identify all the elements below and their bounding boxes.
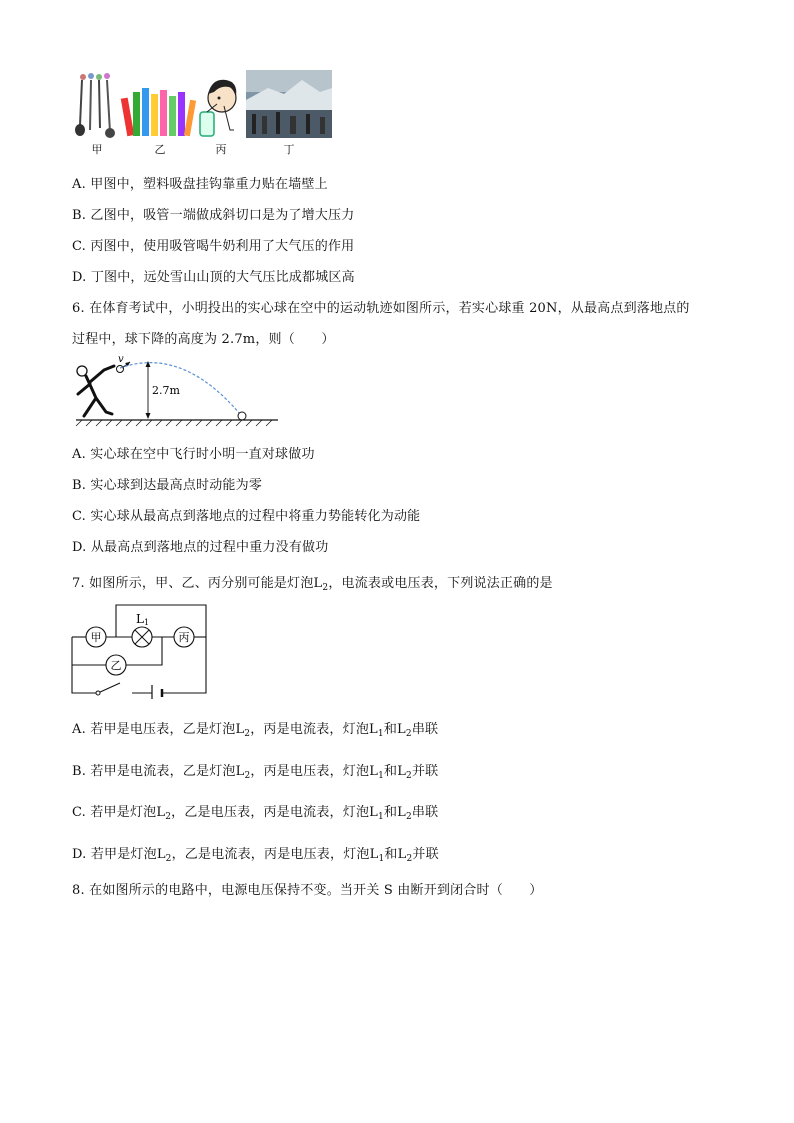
meter-bing-label: 丙	[178, 631, 190, 644]
q5-label-yi: 乙	[154, 143, 166, 156]
q6-option-a: A. 实心球在空中飞行时小明一直对球做功	[72, 447, 315, 462]
city-mountain-image	[246, 70, 332, 138]
q6-option-b: B. 实心球到达最高点时动能为零	[72, 478, 263, 493]
q7-circuit	[70, 603, 212, 699]
q7-option-d: D. 若甲是灯泡$L_2$，乙是电流表，丙是电压表，灯泡$L_1$和$L_2$并联	[72, 847, 439, 864]
lamp-l1-label: L	[136, 612, 144, 626]
q6-trajectory-diagram	[72, 354, 282, 432]
lamp-l1-sub: 1	[144, 618, 150, 627]
utensils-image	[75, 73, 115, 138]
straws-image	[121, 88, 196, 136]
q5-label-ding: 丁	[283, 143, 295, 156]
q6-stem-line1: 6. 在体育考试中，小明投出的实心球在空中的运动轨迹如图所示，若实心球重 20N，从最高点到落地点的	[72, 301, 690, 316]
q7-option-c: C. 若甲是灯泡$L_2$，乙是电压表，丙是电流表，灯泡$L_1$和$L_2$串联	[72, 805, 439, 822]
height-label: 2.7m	[152, 384, 180, 397]
q7-stem	[72, 572, 553, 593]
q5-figure	[72, 70, 334, 140]
q6-figure	[72, 354, 282, 432]
q7-stem-pre: 7. 如图所示，甲、乙、丙分别可能是灯泡	[72, 576, 314, 591]
meter-yi-label: 乙	[110, 659, 122, 672]
q5-label-bing: 丙	[215, 143, 227, 156]
q6-stem-line2: 过程中，球下降的高度为 2.7m，则（ ）	[72, 332, 335, 347]
trajectory-path	[120, 363, 240, 414]
velocity-label: v	[118, 354, 124, 365]
switch-terminal	[96, 691, 100, 695]
meter-jia-label: 甲	[90, 631, 102, 644]
q5-label-jia: 甲	[91, 143, 103, 156]
q7-stem-lamp-sub: 2	[322, 583, 329, 593]
q8-stem: 8. 在如图所示的电路中，电源电压保持不变。当开关 S 由断开到闭合时（ ）	[72, 883, 543, 898]
q6-option-c: C. 实心球从最高点到落地点的过程中将重力势能转化为动能	[72, 509, 421, 524]
q7-stem-post: ，电流表或电压表，下列说法正确的是	[328, 576, 553, 591]
thrower-figure	[77, 366, 114, 416]
q7-circuit-diagram	[70, 603, 212, 699]
q7-option-a: A. 若甲是电压表，乙是灯泡$L_2$，丙是电流表，灯泡$L_1$和$L_2$串联	[72, 722, 439, 739]
q7-option-b: B. 若甲是电流表，乙是灯泡$L_2$，丙是电压表，灯泡$L_1$和$L_2$并联	[72, 764, 439, 781]
boy-drinking-image	[200, 80, 236, 136]
ball-landing	[238, 412, 246, 420]
q5-option-c: C. 丙图中，使用吸管喝牛奶利用了大气压的作用	[72, 239, 355, 254]
q5-option-a: A. 甲图中，塑料吸盘挂钩靠重力贴在墙壁上	[72, 177, 328, 192]
q5-option-b: B. 乙图中，吸管一端做成斜切口是为了增大压力	[72, 208, 355, 223]
q5-figure-drawings	[72, 70, 334, 140]
q6-option-d: D. 从最高点到落地点的过程中重力没有做功	[72, 540, 329, 555]
q7-stem-lamp: L	[313, 576, 323, 591]
q5-option-d: D. 丁图中，远处雪山山顶的大气压比成都城区高	[72, 270, 355, 285]
